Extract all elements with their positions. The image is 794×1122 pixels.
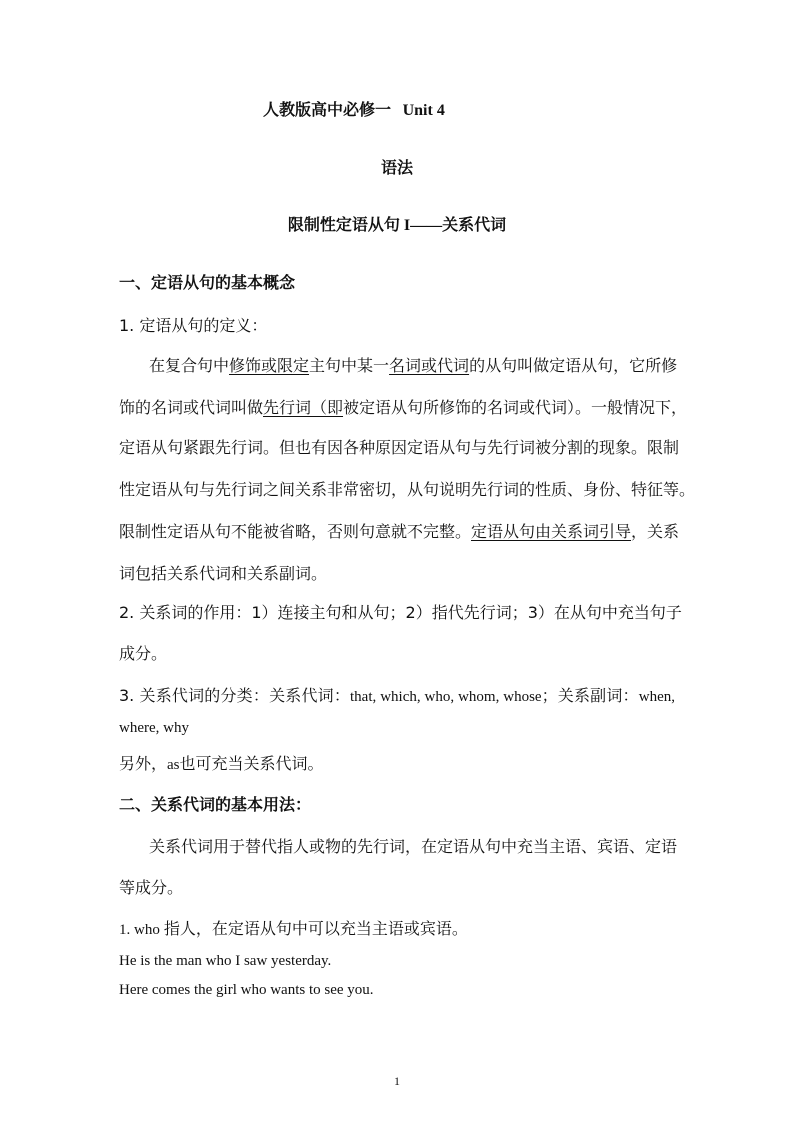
section-subtitle: 语法	[380, 158, 413, 177]
definition-line-3: 定语从句紧跟先行词。但也有因各种原因定语从句与先行词被分割的现象。限制	[119, 438, 680, 457]
section2-para-line-1: 关系代词用于替代指人或物的先行词，在定语从句中充当主语、宾语、定语	[149, 837, 678, 856]
text-run: 指人，在定语从句中可以充当主语或宾语。	[163, 919, 468, 938]
section1-item1-label: 1. 定语从句的定义：	[119, 316, 268, 335]
section1-item2-line-1: 2. 关系词的作用：1）连接主句和从句；2）指代先行词；3）在从句中充当句子	[119, 603, 682, 622]
section1-heading: 一、定语从句的基本概念	[119, 273, 296, 292]
text-run: 饰的名词或代词叫做	[119, 398, 264, 417]
text-run: 另外，	[119, 754, 168, 773]
text-run: 被定语从句所修饰的名词或代词）。一般情况下，	[343, 398, 688, 417]
text-run: 也可充当关系代词。	[179, 754, 324, 773]
text-run: 3. 关系代词的分类：关系代词：	[119, 686, 351, 705]
title-unit: Unit 4	[402, 102, 445, 119]
definition-line-2	[119, 395, 688, 418]
example-sentence-2: Here comes the girl who wants to see you.	[119, 982, 374, 998]
underlined-text: 定语从句由关系词引导	[471, 522, 632, 541]
english-text: who	[134, 922, 160, 938]
english-text: as	[167, 757, 180, 773]
definition-line-4: 性定语从句与先行词之间关系非常密切，从句说明先行词的性质、身份、特征等。	[119, 480, 696, 499]
example-sentence-1: He is the man who I saw yesterday.	[119, 953, 332, 969]
topic-cn2: 关系代词	[442, 215, 507, 234]
section1-item3-line-3	[119, 751, 324, 774]
title-cn: 人教版高中必修一	[263, 100, 392, 119]
section1-item3-line-2: where, why	[119, 720, 189, 736]
section1-item3-line-1	[119, 683, 675, 706]
text-run: 在复合句中	[149, 356, 230, 375]
english-text: when,	[638, 689, 675, 705]
definition-line-1	[149, 353, 678, 376]
section2-item1	[119, 916, 468, 939]
underlined-text: 修饰或限定	[229, 356, 310, 375]
topic-en: I——	[403, 217, 443, 234]
section1-item2-line-2: 成分。	[119, 644, 168, 663]
document-title	[263, 97, 445, 120]
section2-heading: 二、关系代词的基本用法：	[119, 795, 312, 814]
text-run: ，关系	[631, 522, 680, 541]
definition-line-6: 词包括关系代词和关系副词。	[119, 564, 328, 583]
underlined-text: 先行词（即	[263, 398, 344, 417]
definition-line-5	[119, 519, 680, 542]
text-run: 的从句叫做定语从句，它所修	[469, 356, 678, 375]
text-run: 限制性定语从句不能被省略，否则句意就不完整。	[119, 522, 472, 541]
text-run: ；关系副词：	[541, 686, 639, 705]
underlined-text: 名词或代词	[389, 356, 470, 375]
topic-cn: 限制性定语从句	[287, 215, 400, 234]
english-text: that, which, who, whom, whose	[350, 689, 542, 705]
page-number: 1	[394, 1074, 400, 1088]
text-run: 1.	[119, 922, 134, 938]
section2-para-line-2: 等成分。	[119, 878, 184, 897]
text-run: 主句中某一	[309, 356, 390, 375]
topic-title	[0, 212, 794, 235]
